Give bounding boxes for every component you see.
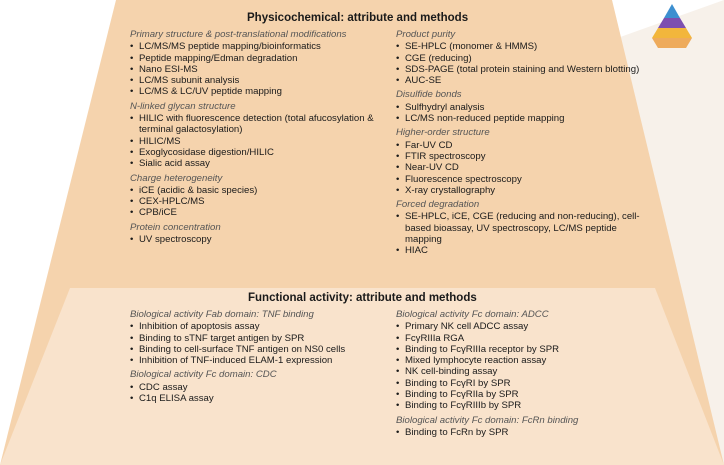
pyramid-icon <box>646 4 698 50</box>
section-title: Disulfide bonds <box>396 89 462 101</box>
section-higher-order-structure <box>396 127 641 196</box>
method-item: • LC/MS non-reduced peptide mapping <box>396 113 641 124</box>
method-list <box>130 41 382 97</box>
method-item: • CGE (reducing) <box>396 53 641 64</box>
section-disulfide-bonds <box>396 89 641 124</box>
section-biological-activity-fc-domain-adcc <box>396 309 641 412</box>
section-title: Biological activity Fc domain: FcRn binding <box>396 414 579 426</box>
functional-title: Functional activity: attribute and methods <box>248 292 477 304</box>
section-n-linked-glycan-structure <box>130 101 382 170</box>
method-item: • HILIC/MS <box>130 136 382 147</box>
section-title: Protein concentration <box>130 221 221 233</box>
method-item: • Peptide mapping/Edman degradation <box>130 53 382 64</box>
method-item: • Nano ESI-MS <box>130 64 382 75</box>
method-item: • SE-HPLC, iCE, CGE (reducing and non-reducing), cell-based bioassay, UV spectroscopy, LC/MS peptide mapping <box>396 211 641 245</box>
pyramid-icon-top <box>664 4 680 18</box>
method-list <box>396 321 641 411</box>
method-item: • HILIC with fluorescence detection (total afucosylation & terminal galactosylation) <box>130 113 382 136</box>
section-title: Higher-order structure <box>396 127 490 139</box>
method-item: • Exoglycosidase digestion/HILIC <box>130 147 382 158</box>
method-item: • Mixed lymphocyte reaction assay <box>396 355 641 366</box>
section-title: Biological activity Fc domain: CDC <box>130 369 277 381</box>
method-item: • Binding to FcγRIIIa receptor by SPR <box>396 344 641 355</box>
method-item: • Binding to sTNF target antigen by SPR <box>130 333 375 344</box>
method-item: • Inhibition of TNF-induced ELAM-1 expression <box>130 355 375 366</box>
section-title: N-linked glycan structure <box>130 100 236 112</box>
physicochemical-title: Physicochemical: attribute and methods <box>247 12 469 24</box>
method-list <box>130 234 382 245</box>
physicochemical-left-column <box>130 29 382 248</box>
method-item: • FcγRIIIa RGA <box>396 333 641 344</box>
method-item: • AUC-SE <box>396 75 641 86</box>
method-item: • SE-HPLC (monomer & HMMS) <box>396 41 641 52</box>
method-list <box>396 102 641 125</box>
method-list <box>396 41 641 86</box>
method-list <box>130 321 375 366</box>
method-list <box>396 427 641 438</box>
section-biological-activity-fc-domain-fcrn-binding <box>396 415 641 439</box>
method-list <box>130 382 375 405</box>
method-list <box>396 211 641 256</box>
method-item: • Sulfhydryl analysis <box>396 102 641 113</box>
method-list <box>396 140 641 196</box>
section-title: Biological activity Fab domain: TNF binding <box>130 309 314 320</box>
method-item: • Fluorescence spectroscopy <box>396 174 641 185</box>
section-title: Charge heterogeneity <box>130 172 223 184</box>
method-item: • Binding to FcRn by SPR <box>396 427 641 438</box>
pyramid-icon-lower-tier <box>652 28 692 38</box>
section-charge-heterogeneity <box>130 173 382 219</box>
pyramid-icon-base <box>652 38 692 48</box>
method-list <box>130 185 382 219</box>
method-item: • Inhibition of apoptosis assay <box>130 321 375 332</box>
method-item: • Binding to FcγRIIIb by SPR <box>396 400 641 411</box>
method-item: • X-ray crystallography <box>396 185 641 196</box>
section-title: Biological activity Fc domain: ADCC <box>396 309 549 320</box>
method-item: • Far-UV CD <box>396 140 641 151</box>
method-item: • HIAC <box>396 245 641 256</box>
method-list <box>130 113 382 169</box>
method-item: • CDC assay <box>130 382 375 393</box>
method-item: • Primary NK cell ADCC assay <box>396 321 641 332</box>
method-item: • Binding to FcγRIIa by SPR <box>396 389 641 400</box>
section-biological-activity-fab-domain-tnf-binding <box>130 309 375 366</box>
functional-left-column <box>130 309 375 407</box>
method-item: • LC/MS/MS peptide mapping/bioinformatics <box>130 41 382 52</box>
method-item: • C1q ELISA assay <box>130 393 375 404</box>
method-item: • CPB/iCE <box>130 207 382 218</box>
section-protein-concentration <box>130 222 382 246</box>
section-product-purity <box>396 29 641 86</box>
section-title: Primary structure & post-translational modifications <box>130 29 347 40</box>
physicochemical-right-column <box>396 29 641 260</box>
method-item: • LC/MS & LC/UV peptide mapping <box>130 86 382 97</box>
section-title: Product purity <box>396 29 456 40</box>
method-item: • iCE (acidic & basic species) <box>130 185 382 196</box>
section-forced-degradation <box>396 199 641 256</box>
method-item: • SDS-PAGE (total protein staining and Western blotting) <box>396 64 641 75</box>
method-item: • Near-UV CD <box>396 162 641 173</box>
method-item: • Binding to cell-surface TNF antigen on NS0 cells <box>130 344 375 355</box>
method-item: • CEX-HPLC/MS <box>130 196 382 207</box>
method-item: • Sialic acid assay <box>130 158 382 169</box>
section-title: Forced degradation <box>396 199 480 211</box>
method-item: • Binding to FcγRI by SPR <box>396 378 641 389</box>
section-biological-activity-fc-domain-cdc <box>130 369 375 404</box>
section-primary-structure-post-translational-modifications <box>130 29 382 98</box>
method-item: • UV spectroscopy <box>130 234 382 245</box>
method-item: • LC/MS subunit analysis <box>130 75 382 86</box>
pyramid-icon-middle-tier <box>658 18 686 28</box>
method-item: • NK cell-binding assay <box>396 366 641 377</box>
method-item: • FTIR spectroscopy <box>396 151 641 162</box>
functional-right-column <box>396 309 641 441</box>
